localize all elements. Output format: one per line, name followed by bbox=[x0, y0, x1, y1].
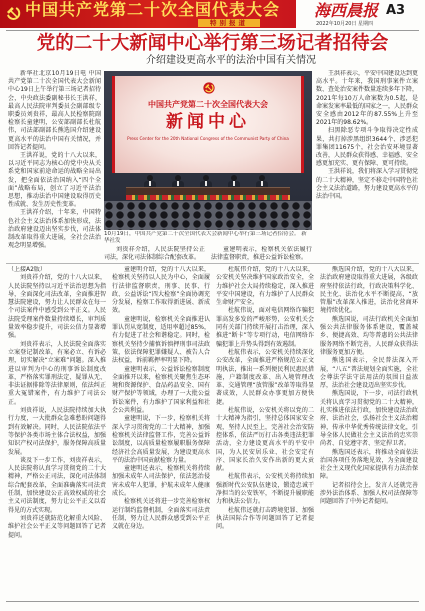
paragraph: 刘贵祥介绍，人民法院坚持公正司法，深化司法体制综合配套改革。 bbox=[104, 246, 205, 261]
banner-title: 中国共产党第二十次全国代表大会 bbox=[25, 0, 281, 19]
article-column-top-right bbox=[316, 70, 418, 260]
continued-from-marker: （上接A2版） bbox=[8, 266, 46, 273]
paragraph: 杜航伟说，公安机关将以党的二十大精神为指引，坚持总体国家安全观，坚持人民至上，完善社会治安防控体系，依法严厉打击各类违法犯罪活动，全力建设更高水平的平安中国，为人民安居乐业、社会安定有序、国家长治久安作出新的更大贡献。 bbox=[216, 407, 314, 473]
article-column-under-photo-right bbox=[211, 246, 312, 262]
paragraph: 刘贵祥说，人民法院持续加大执行力度，一大批群众急难愁盼问题得到有效解决。同时，人民法院依法平等保护各类市场主体合法权益，加强知识产权司法保护，服务保障高质量发展。 bbox=[8, 407, 106, 456]
paragraph: 熊选国介绍，党的十八大以来，法治政府建设取得重大进展，各级政府坚持依法行政，行政决策科学化、民主化、法治化水平不断提高，“放管服”改革深入推进，法治化营商环境持续优化。 bbox=[320, 266, 418, 315]
screen-english-title: Press Center for the 20th National Congress of the Communist Party of China bbox=[127, 136, 289, 141]
paragraph: 童建明说，检察机关全面推进认罪认罚从宽制度，适用率超过85%，有力促进了社会和谐稳定。同时，检察机关坚持少捕慎诉慎押刑事司法政策，依法保障犯罪嫌疑人、被告人合法权益，诉前羁押率明显下降。 bbox=[112, 315, 210, 365]
paragraph: 王洪祥说，我们将深入学习贯彻党的二十大精神，坚定不移走中国特色社会主义法治道路，努力建设更高水平的法治中国。 bbox=[316, 168, 418, 201]
article-column-top-left bbox=[8, 70, 101, 260]
paragraph: 谈及下一步工作，刘贵祥表示，人民法院将认真学习贯彻党的二十大精神，严格公正司法，深化司法体制综合配套改革，全面准确落实司法责任制，加快建设公正高效权威的社会主义司法制度，努力让公平正义以看得见的方式实现。 bbox=[8, 456, 106, 514]
paragraph: 新华社北京10月19日电 中国共产党第二十次全国代表大会新闻中心19日上午举行第三场记者招待会，中央政法委副秘书长王洪祥，最高人民法院审判委员会副部级专职委员刘贵祥，最高人民检察院副检察长童建明，公安部副部长杜航伟，司法部副部长熊选国介绍建设更高水平的法治中国有关情况，并回答记者提问。 bbox=[8, 70, 101, 151]
paragraph: 熊选国说，下一步，司法行政机关将认真学习贯彻党的二十大精神，扎实推进依法行政，加快建设法治政府、法治社会，弘扬社会主义法治精神，传承中华优秀传统法律文化，引导全体人民做社会主义法治的忠实崇尚者、自觉遵守者、坚定捍卫者。 bbox=[320, 390, 418, 448]
paragraph: 熊选国表示，全民普法深入开展，“八五”普法规划全面实施，全社会尊法学法守法用法的氛围日益浓厚，法治社会建设迈出坚实步伐。 bbox=[320, 357, 418, 390]
paragraph: 王洪祥介绍，十年来，中国特色社会主义法治体系加快形成，法治政府建设迈出坚实步伐，司法体制改革取得重大进展，全社会法治观念明显增强。 bbox=[8, 209, 101, 250]
congress-special-banner bbox=[0, 0, 296, 28]
paragraph: 童建明表示，公益诉讼检察制度全面推开以来，检察机关聚焦生态环境和资源保护、食品药品安全、国有财产保护等领域，办理了一大批公益诉讼案件，有力维护了国家利益和社会公共利益。 bbox=[112, 365, 210, 415]
paragraph: 童建明还表示，检察机关将持续加强未成年人司法保护，依法惩治侵害未成年人犯罪，护航未成年人健康成长。 bbox=[112, 465, 210, 498]
footer-divider bbox=[6, 601, 419, 602]
header-divider bbox=[6, 30, 419, 31]
press-conference-photo bbox=[104, 71, 312, 230]
continued-column-3 bbox=[216, 266, 314, 598]
paragraph: 王洪祥说，党的十八大以来，以习近平同志为核心的党中央从关系党和国家前途命运的战略全局出发，把全面依法治国纳入“四个全面”战略布局，创立了习近平法治思想，推动法治中国建设取得历史性成就、发生历史性变革。 bbox=[8, 152, 101, 209]
audience-reporters bbox=[104, 201, 312, 230]
party-emblem-icon bbox=[203, 82, 215, 94]
continued-column-1 bbox=[8, 266, 106, 598]
paragraph: 检察机关还将进一步完善检察权运行制约监督机制，全面落实司法责任制，努力让人民群众感受到公平正义就在身边。 bbox=[112, 498, 210, 531]
newspaper-logo: 海西晨报 bbox=[314, 1, 379, 20]
article-subtitle: 介绍建设更高水平的法治中国有关情况 bbox=[146, 55, 316, 66]
screen-press-center-title: 新闻中心 bbox=[166, 112, 250, 132]
paragraph: 杜航伟还就打击跨境犯罪、加强执法国际合作等问题回答了记者提问。 bbox=[216, 506, 314, 531]
paragraph: 杜航伟表示，公安机关持续深化公安改革，全面推进严格规范公正文明执法，推出一系列便民利民惠民措施，户籍制度改革、出入境管理改革、交通管理“放管服”改革等取得显著成效，人民群众办事更加方便快捷。 bbox=[216, 348, 314, 406]
page-number: A3 bbox=[386, 3, 406, 18]
continued-column-2 bbox=[112, 266, 210, 598]
paragraph: 童建明表示，检察机关依法履行法律监督职责，推进公益诉讼检察。 bbox=[211, 246, 312, 261]
paragraph: 刘贵祥还就防范化解重大风险、维护社会公平正义等问题回答了记者提问。 bbox=[8, 514, 106, 539]
paragraph: 刘贵祥介绍，党的十八大以来，人民法院坚持以习近平法治思想为指导，全面深化司法改革，全面推进智慧法院建设，努力让人民群众在每一个司法案件中感受到公平正义。人民法院受理案件数量持续增长，审判质量效率稳步提升，司法公信力显著增强。 bbox=[8, 274, 106, 340]
paragraph: 杜航伟表示，公安机关将持续加强新时代公安队伍建设，锻造忠诚干净担当的公安铁军，不断提升履职能力和执法公信力。 bbox=[216, 473, 314, 506]
paragraph: 记者招待会上，发言人还就完善涉外法治体系、加强人权司法保障等问题回答了中外记者提问。 bbox=[320, 481, 418, 506]
paragraph: 王洪祥表示，平安中国建设达到更高水平。十年来，我国刑事案件立案数、查处治安案件数量连续多年下降，2021年每10万人命案数为0.5起，是命案发案率最低的国家之一，人民群众安全感由2012年的87.55%上升至2021年的98.62%。 bbox=[316, 70, 418, 127]
paragraph: 扫黑除恶专项斗争取得决定性成果，共打掉涉黑组织3644个、涉恶犯罪集团11675个，社会治安环境显著改善，人民群众获得感、幸福感、安全感更加充实、更有保障、更可持续。 bbox=[316, 127, 418, 168]
paragraph: 杜航伟介绍，党的十八大以来，公安机关坚决维护国家政治安全，全力维护社会大局持续稳定，深入推进平安中国建设，有力维护了人民群众生命财产安全。 bbox=[216, 266, 314, 307]
screen-congress-title: 中国共产党第二十次全国代表大会 bbox=[148, 100, 268, 109]
paragraph: 童建明说，下一步，检察机关将深入学习贯彻党的二十大精神，加强检察机关法律监督工作，完善公益诉讼制度，以高质量检察履职服务保障经济社会高质量发展，为建设更高水平的法治中国贡献检察力量。 bbox=[112, 415, 210, 464]
paragraph: 童建明介绍，党的十八大以来，检察机关坚持以人民为中心，全面履行法律监督职责，刑事、民事、行政、公益诉讼“四大检察”全面协调充分发展，检察工作取得新进展、新成效。 bbox=[112, 266, 210, 315]
photo-caption: 10月19日，中国共产党第二十次全国代表大会新闻中心举行第三场记者招待会。 新华社发 bbox=[104, 231, 307, 244]
table-flowers bbox=[126, 195, 290, 200]
continued-column-4 bbox=[320, 266, 418, 598]
section-divider bbox=[6, 263, 419, 264]
paragraph: 刘贵祥表示，人民法院全面落实立案登记制改革，有案必立、有诉必理，切实解决“立案难”问题。深入推进以审判为中心的刑事诉讼制度改革，严格落实罪刑法定、疑罪从无、非法证据排除等法律原则，依法纠正重大冤错案件，有力维护了司法公正。 bbox=[8, 340, 106, 406]
paragraph: 熊选国还表示，将推动全面依法治国各项任务落地见效，为全面建设社会主义现代化国家提供有力法治保障。 bbox=[320, 448, 418, 481]
party-emblem-icon bbox=[5, 5, 21, 21]
article-headline: 党的二十大新闻中心举行第三场记者招待会 bbox=[36, 33, 389, 54]
paragraph: 杜航伟说，面对电信网络诈骗犯罪高发多发的严峻形势，公安机关会同有关部门持续开展打击治理，深入推进“断卡”等专项行动，电信网络诈骗犯罪上升势头得到有效遏制。 bbox=[216, 307, 314, 348]
issue-date: 2022年10月20日 星期四 bbox=[316, 21, 374, 27]
paragraph: 熊选国说，司法行政机关全面加强公共法律服务体系建设，覆盖城乡、便捷高效、均等普惠的公共法律服务网络不断完善，人民群众获得法律服务更加方便。 bbox=[320, 315, 418, 356]
special-report-tag: 特别报道 bbox=[198, 19, 260, 27]
article-column-under-photo-left bbox=[104, 246, 205, 262]
press-center-backdrop-screen bbox=[112, 76, 304, 173]
